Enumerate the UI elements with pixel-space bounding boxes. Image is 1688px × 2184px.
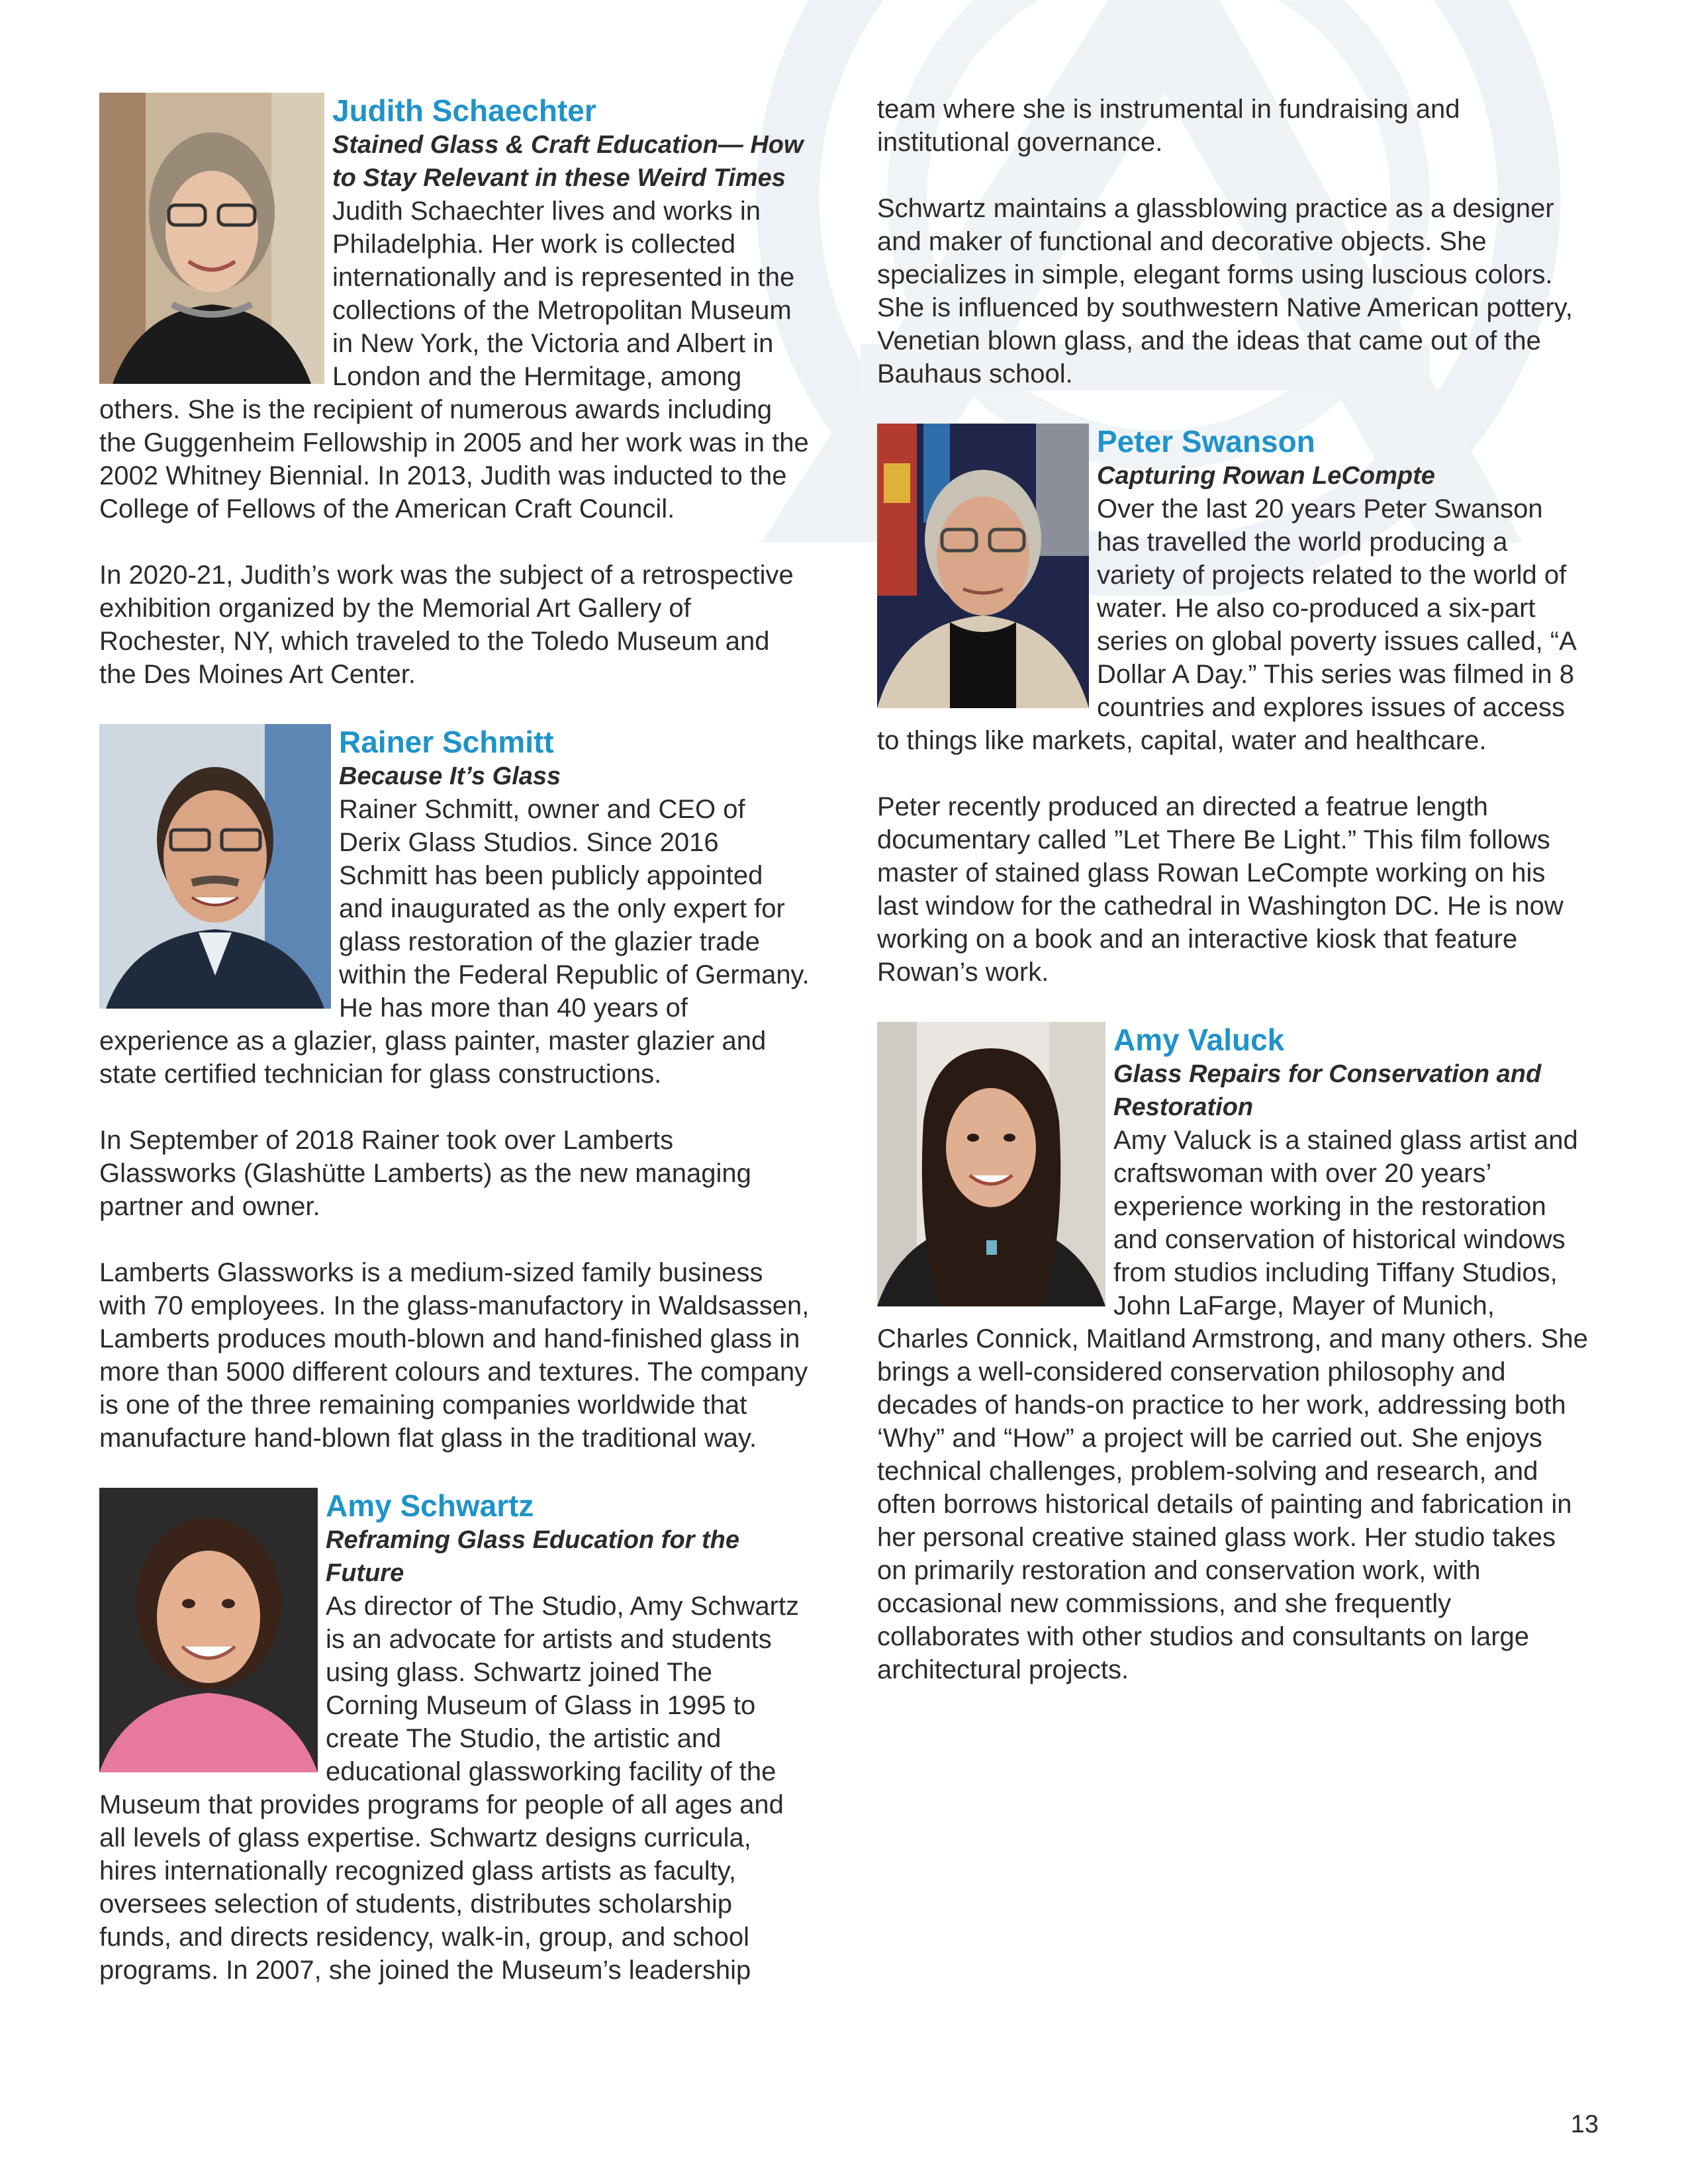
photo-amy-schwartz <box>99 1488 318 1772</box>
speaker-bio: As director of The Studio, Amy Schwartz is an advocate for artists and students using glass. Schwartz joined The Corning Museum of Glass in 1995 to create The Studio, the artistic and educational glassworking facility of the Museum that provides programs for people of all ages and all levels of glass expertise. Schwartz designs curricula, hires internationally recognized glass artists as faculty, oversees selection of students, distributes scholarship funds, and directs residency, walk-in, group, and school programs. In 2007, she joined the Museum’s leadership <box>99 1592 800 1985</box>
left-column <box>99 93 811 1987</box>
speaker-name: Peter Swanson <box>1097 424 1315 459</box>
speaker-name: Amy Schwartz <box>326 1488 534 1523</box>
photo-judith-schaechter <box>99 93 324 384</box>
talk-title: Capturing Rowan LeCompte <box>1097 462 1435 490</box>
bio-paragraph: In September of 2018 Rainer took over Lamberts Glassworks (Glashütte Lamberts) as the new managing partner and owner. <box>99 1126 751 1221</box>
speaker-name: Amy Valuck <box>1113 1023 1285 1057</box>
speaker-name: Judith Schaechter <box>332 93 596 128</box>
speaker-name: Rainer Schmitt <box>339 725 554 759</box>
talk-title: Because It’s Glass <box>339 762 561 790</box>
page-number: 13 <box>1570 2111 1599 2138</box>
bio-paragraph: Peter recently produced an directed a featrue length documentary called ”Let There Be Light.” This film follows master of stained glass Rowan LeCompte working on his last window for the cathedral in Washington DC. He is now working on a book and an interactive kiosk that feature Rowan’s work. <box>877 792 1564 987</box>
bio-paragraph: team where she is instrumental in fundraising and institutional governance. <box>877 95 1460 157</box>
speaker-bio: Judith Schaechter lives and works in Philadelphia. Her work is collected internationally and is represented in the collections of the Metropolitan Museum in New York, the Victoria and Albert in London and the Hermitage, among others. She is the recipient of numerous awards including the Guggenheim Fellowship in 2005 and her work was in the 2002 Whitney Biennial. In 2013, Judith was inducted to the College of Fellows of the American Craft Council. <box>99 197 809 523</box>
bio-paragraph: In 2020-21, Judith’s work was the subject of a retrospective exhibition organized by the Memorial Art Gallery of Rochester, NY, which traveled to the Toledo Museum and the Des Moines Art Center. <box>99 561 794 689</box>
bio-paragraph: Schwartz maintains a glassblowing practice as a designer and maker of functional and decorative objects. She specializes in simple, elegant forms using luscious colors. She is influenced by southwestern Native American pottery, Venetian blown glass, and the ideas that came out of the Bauhaus school. <box>877 194 1573 388</box>
speaker-bio: Over the last 20 years Peter Swanson has travelled the world producing a variety of projects related to the world of water. He also co-produced a six-part series on global poverty issues called, “A Dollar A Day.” This series was filmed in 8 countries and explores issues of access to things like markets, capital, water and healthcare. <box>877 494 1575 755</box>
talk-title: Stained Glass & Craft Education— How to Stay Relevant in these Weird Times <box>332 131 804 192</box>
bio-peter-swanson <box>877 424 1589 757</box>
bio-amy-valuck <box>877 1022 1589 1686</box>
speaker-bio: Rainer Schmitt, owner and CEO of Derix Glass Studios. Since 2016 Schmitt has been publicly appointed and inaugurated as the only expert for glass restoration of the glazier trade within the Federal Republic of Germany. He has more than 40 years of experience as a glazier, glass painter, master glazier and state certified technician for glass constructions. <box>99 795 810 1089</box>
photo-peter-swanson <box>877 424 1089 708</box>
right-column <box>877 93 1589 1686</box>
talk-title: Glass Repairs for Conservation and Restoration <box>1113 1060 1542 1121</box>
bio-judith-schaechter <box>99 93 811 525</box>
speaker-bio: Amy Valuck is a stained glass artist and craftswoman with over 20 years’ experience working in the restoration and conservation of historical windows from studios including Tiffany Studios, John LaFarge, Mayer of Munich, Charles Connick, Maitland Armstrong, and many others. She brings a well-considered conservation philosophy and decades of hands-on practice to her work, addressing both ‘Why” and “How” a project will be carried out. She enjoys technical challenges, problem-solving and research, and often borrows historical details of painting and fabrication in her personal creative stained glass work. Her studio takes on primarily restoration and conservation work, with occasional new commissions, and she frequently collaborates with other studios and consultants on large architectural projects. <box>877 1126 1588 1684</box>
bio-rainer-schmitt <box>99 724 811 1091</box>
bio-amy-schwartz <box>99 1488 811 1987</box>
bio-paragraph: Lamberts Glassworks is a medium-sized family business with 70 employees. In the glass-manufactory in Waldsassen, Lamberts produces mouth-blown and hand-finished glass in more than 5000 different colours and textures. The company is one of the three remaining companies worldwide that manufacture hand-blown flat glass in the traditional way. <box>99 1258 810 1453</box>
photo-rainer-schmitt <box>99 724 331 1009</box>
photo-amy-valuck <box>877 1022 1105 1306</box>
talk-title: Reframing Glass Education for the Future <box>326 1526 739 1587</box>
